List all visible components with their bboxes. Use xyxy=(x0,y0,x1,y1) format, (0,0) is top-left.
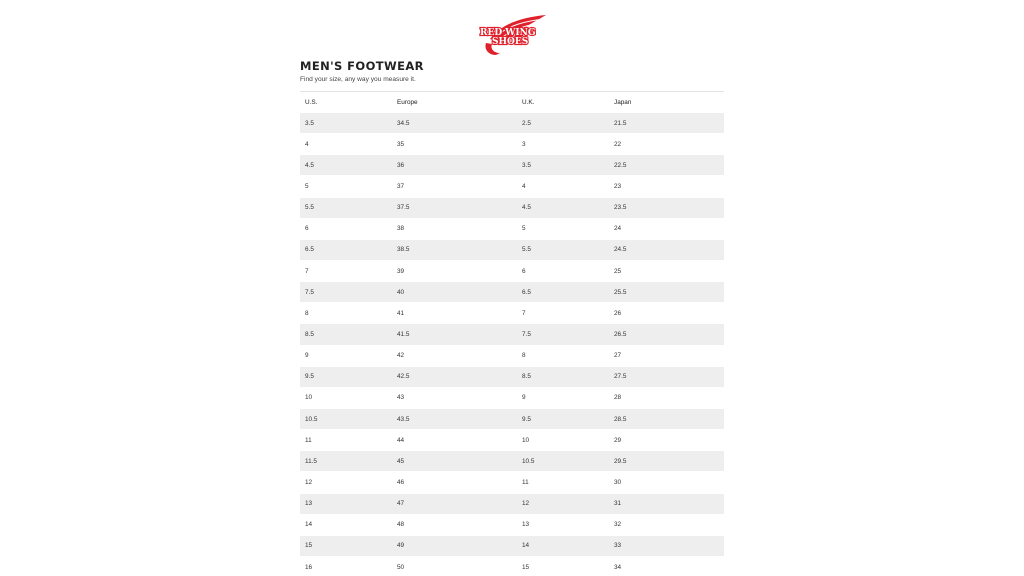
cell-europe: 37.5 xyxy=(392,197,517,218)
cell-us: 9 xyxy=(300,345,392,366)
cell-europe: 41.5 xyxy=(392,324,517,345)
cell-us: 5 xyxy=(300,176,392,197)
table-body xyxy=(300,113,724,576)
cell-europe: 41 xyxy=(392,303,517,324)
cell-uk: 12 xyxy=(517,493,609,514)
table-row xyxy=(300,514,724,535)
cell-uk: 6 xyxy=(517,260,609,281)
table-row xyxy=(300,260,724,281)
cell-us: 6 xyxy=(300,218,392,239)
cell-us: 11.5 xyxy=(300,451,392,472)
cell-uk: 6.5 xyxy=(517,282,609,303)
cell-uk: 3 xyxy=(517,134,609,155)
cell-japan: 29.5 xyxy=(609,451,724,472)
cell-uk: 4.5 xyxy=(517,197,609,218)
cell-us: 5.5 xyxy=(300,197,392,218)
table-row xyxy=(300,408,724,429)
table-row xyxy=(300,451,724,472)
table-row xyxy=(300,366,724,387)
table-header-row xyxy=(300,92,724,113)
cell-uk: 11 xyxy=(517,472,609,493)
cell-europe: 50 xyxy=(392,556,517,576)
table-row xyxy=(300,472,724,493)
cell-japan: 23 xyxy=(609,176,724,197)
table-row xyxy=(300,345,724,366)
cell-japan: 30 xyxy=(609,472,724,493)
cell-japan: 21.5 xyxy=(609,113,724,134)
column-header-us: U.S. xyxy=(300,92,392,113)
cell-uk: 4 xyxy=(517,176,609,197)
cell-uk: 14 xyxy=(517,535,609,556)
column-header-japan: Japan xyxy=(609,92,724,113)
size-conversion-table xyxy=(300,91,724,576)
cell-europe: 36 xyxy=(392,155,517,176)
table-row xyxy=(300,197,724,218)
cell-europe: 44 xyxy=(392,430,517,451)
cell-japan: 29 xyxy=(609,430,724,451)
logo-line2: SHOES xyxy=(492,37,529,47)
cell-europe: 34.5 xyxy=(392,113,517,134)
column-header-uk: U.K. xyxy=(517,92,609,113)
cell-uk: 9.5 xyxy=(517,408,609,429)
cell-uk: 5 xyxy=(517,218,609,239)
cell-japan: 34 xyxy=(609,556,724,576)
cell-us: 13 xyxy=(300,493,392,514)
cell-uk: 15 xyxy=(517,556,609,576)
cell-us: 11 xyxy=(300,430,392,451)
cell-europe: 46 xyxy=(392,472,517,493)
table-row xyxy=(300,387,724,408)
cell-europe: 35 xyxy=(392,134,517,155)
cell-us: 7 xyxy=(300,260,392,281)
cell-europe: 37 xyxy=(392,176,517,197)
winged-logo-icon xyxy=(476,13,550,57)
page-subtitle: Find your size, any way you measure it. xyxy=(300,76,416,83)
cell-uk: 10.5 xyxy=(517,451,609,472)
table-row xyxy=(300,282,724,303)
cell-europe: 42 xyxy=(392,345,517,366)
cell-japan: 32 xyxy=(609,514,724,535)
cell-japan: 27.5 xyxy=(609,366,724,387)
cell-japan: 24 xyxy=(609,218,724,239)
cell-japan: 28 xyxy=(609,387,724,408)
cell-us: 10.5 xyxy=(300,408,392,429)
table-row xyxy=(300,218,724,239)
cell-europe: 38 xyxy=(392,218,517,239)
cell-us: 16 xyxy=(300,556,392,576)
cell-europe: 45 xyxy=(392,451,517,472)
table-row xyxy=(300,113,724,134)
red-wing-logo[interactable] xyxy=(476,13,550,57)
cell-europe: 39 xyxy=(392,260,517,281)
cell-japan: 22.5 xyxy=(609,155,724,176)
cell-us: 8 xyxy=(300,303,392,324)
cell-japan: 25.5 xyxy=(609,282,724,303)
column-header-europe: Europe xyxy=(392,92,517,113)
table-row xyxy=(300,535,724,556)
cell-japan: 25 xyxy=(609,260,724,281)
cell-us: 4 xyxy=(300,134,392,155)
cell-japan: 22 xyxy=(609,134,724,155)
table-row xyxy=(300,176,724,197)
cell-uk: 2.5 xyxy=(517,113,609,134)
cell-uk: 13 xyxy=(517,514,609,535)
cell-europe: 49 xyxy=(392,535,517,556)
cell-europe: 43 xyxy=(392,387,517,408)
cell-japan: 26 xyxy=(609,303,724,324)
table-row xyxy=(300,155,724,176)
cell-us: 8.5 xyxy=(300,324,392,345)
cell-uk: 8.5 xyxy=(517,366,609,387)
cell-japan: 24.5 xyxy=(609,239,724,260)
cell-japan: 27 xyxy=(609,345,724,366)
table-row xyxy=(300,303,724,324)
cell-us: 9.5 xyxy=(300,366,392,387)
cell-uk: 9 xyxy=(517,387,609,408)
cell-europe: 40 xyxy=(392,282,517,303)
cell-japan: 28.5 xyxy=(609,408,724,429)
logo-line1: RED WING xyxy=(480,28,536,38)
table-row xyxy=(300,134,724,155)
table-row xyxy=(300,430,724,451)
cell-europe: 47 xyxy=(392,493,517,514)
cell-uk: 7 xyxy=(517,303,609,324)
cell-uk: 8 xyxy=(517,345,609,366)
cell-uk: 3.5 xyxy=(517,155,609,176)
cell-japan: 33 xyxy=(609,535,724,556)
cell-europe: 42.5 xyxy=(392,366,517,387)
cell-us: 7.5 xyxy=(300,282,392,303)
cell-us: 6.5 xyxy=(300,239,392,260)
table-row xyxy=(300,493,724,514)
cell-uk: 5.5 xyxy=(517,239,609,260)
table-row xyxy=(300,239,724,260)
table-row xyxy=(300,556,724,576)
cell-us: 12 xyxy=(300,472,392,493)
cell-us: 3.5 xyxy=(300,113,392,134)
cell-europe: 43.5 xyxy=(392,408,517,429)
cell-europe: 48 xyxy=(392,514,517,535)
cell-us: 10 xyxy=(300,387,392,408)
cell-japan: 31 xyxy=(609,493,724,514)
cell-uk: 7.5 xyxy=(517,324,609,345)
page-title: MEN'S FOOTWEAR xyxy=(300,59,424,73)
table-row xyxy=(300,324,724,345)
cell-us: 4.5 xyxy=(300,155,392,176)
cell-japan: 26.5 xyxy=(609,324,724,345)
cell-europe: 38.5 xyxy=(392,239,517,260)
cell-us: 15 xyxy=(300,535,392,556)
cell-us: 14 xyxy=(300,514,392,535)
cell-uk: 10 xyxy=(517,430,609,451)
cell-japan: 23.5 xyxy=(609,197,724,218)
